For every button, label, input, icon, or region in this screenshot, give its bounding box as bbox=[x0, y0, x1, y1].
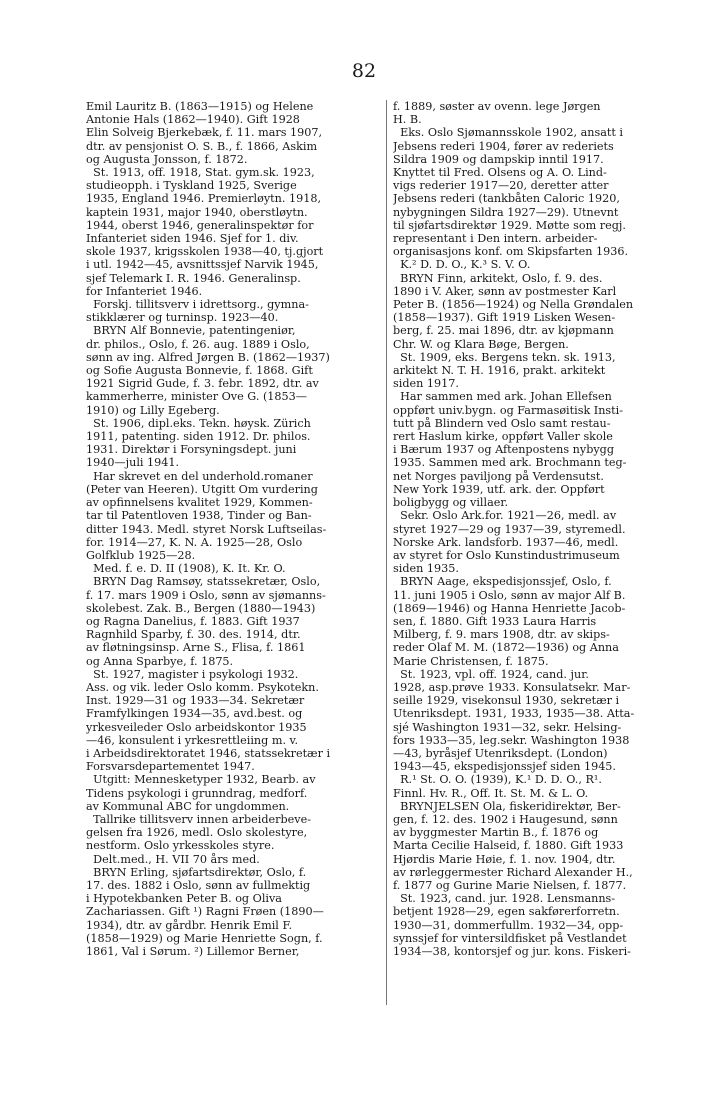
column-divider bbox=[386, 100, 387, 1005]
text-line: Tidens psykologi i grunndrag, medforf. bbox=[86, 786, 308, 800]
text-line: av opfinnelsens kvalitet 1929, Kommen- bbox=[86, 496, 313, 510]
text-line: 1910) og Lilly Egeberg. bbox=[86, 403, 220, 417]
text-line: 1944, oberst 1946, generalinspektør for bbox=[86, 218, 314, 232]
text-line: gen, f. 12. des. 1902 i Haugesund, sønn bbox=[393, 812, 618, 826]
text-line: betjent 1928—29, egen sakførerforretn. bbox=[393, 905, 620, 919]
text-line: Tallrike tillitsverv innen arbeiderbeve- bbox=[86, 812, 312, 826]
text-line: Antonie Hals (1862—1940). Gift 1928 bbox=[86, 113, 300, 127]
text-line: for Infanteriet 1946. bbox=[86, 284, 203, 298]
text-line: skolebest. Zak. B., Bergen (1880—1943) bbox=[86, 601, 316, 615]
text-line: —43, byråsjef Utenriksdept. (London) bbox=[393, 746, 608, 760]
text-line: net Norges paviljong på Verdensutst. bbox=[393, 469, 604, 483]
text-line: 1890 i V. Aker, sønn av postmester Karl bbox=[393, 284, 617, 298]
text-line: styret 1927—29 og 1937—39, styremedl. bbox=[393, 522, 626, 536]
text-line: boligbygg og villaer. bbox=[393, 496, 509, 510]
text-line: BRYN Alf Bonnevie, patentingeniør, bbox=[86, 324, 296, 338]
text-line: 17. des. 1882 i Oslo, sønn av fullmektig bbox=[86, 878, 311, 892]
text-line: Marie Christensen, f. 1875. bbox=[393, 654, 549, 668]
text-line: yrkesveileder Oslo arbeidskontor 1935 bbox=[86, 720, 307, 734]
text-line: synssjef for vintersildfisket på Vestlandet bbox=[393, 931, 627, 945]
text-line: Inst. 1929—31 og 1933—34. Sekretær bbox=[86, 694, 305, 708]
text-line: Framfylkingen 1934—35, avd.best. og bbox=[86, 707, 303, 721]
text-line: (1858—1929) og Marie Henriette Sogn, f. bbox=[86, 931, 323, 945]
text-line: av rørleggermester Richard Alexander H., bbox=[393, 865, 633, 879]
text-line: studieopph. i Tyskland 1925, Sverige bbox=[86, 179, 297, 193]
text-line: oppført univ.bygn. og Farmasøitisk Insti- bbox=[393, 403, 624, 417]
text-line: representant i Den intern. arbeider- bbox=[393, 232, 598, 246]
text-line: stikklærer og turninsp. 1923—40. bbox=[86, 311, 279, 325]
text-line: 1935. Sammen med ark. Brochmann teg- bbox=[393, 456, 627, 470]
text-line: gelsen fra 1926, medl. Oslo skolestyre, bbox=[86, 826, 308, 840]
text-line: St. 1909, eks. Bergens tekn. sk. 1913, bbox=[393, 350, 616, 364]
text-line: Infanteriet siden 1946. Sjef for 1. div. bbox=[86, 232, 299, 246]
text-line: BRYN Erling, sjøfartsdirektør, Oslo, f. bbox=[86, 865, 307, 879]
text-line: 1911, patenting. siden 1912. Dr. philos. bbox=[86, 430, 311, 444]
text-line: kaptein 1931, major 1940, oberstløytn. bbox=[86, 205, 308, 219]
text-line: Ragnhild Sparby, f. 30. des. 1914, dtr. bbox=[86, 628, 301, 642]
text-line: 11. juni 1905 i Oslo, sønn av major Alf B. bbox=[393, 588, 626, 602]
text-line: 1861, Val i Sørum. ²) Lillemor Berner, bbox=[86, 945, 300, 958]
text-line: f. 1889, søster av ovenn. lege Jørgen bbox=[393, 100, 601, 113]
text-line: St. 1913, off. 1918, Stat. gym.sk. 1923, bbox=[86, 166, 315, 180]
text-line: Forskj. tillitsverv i idrettsorg., gymna- bbox=[86, 298, 309, 312]
text-line: sønn av ing. Alfred Jørgen B. (1862—1937) bbox=[86, 350, 330, 364]
text-line: skole 1937, krigsskolen 1938—40, tj.gjort bbox=[86, 245, 324, 259]
text-line: K.² D. D. O., K.³ S. V. O. bbox=[393, 258, 531, 272]
text-line: St. 1923, cand. jur. 1928. Lensmanns- bbox=[393, 892, 616, 906]
text-line: Peter B. (1856—1924) og Nella Grøndalen bbox=[393, 298, 634, 312]
text-line: Zachariassen. Gift ¹) Ragni Frøen (1890— bbox=[86, 905, 324, 919]
text-line: i Arbeidsdirektoratet 1946, statssekretær i bbox=[86, 746, 331, 760]
text-line: av byggmester Martin B., f. 1876 og bbox=[393, 826, 599, 840]
text-line: sen, f. 1880. Gift 1933 Laura Harris bbox=[393, 614, 597, 628]
left-column bbox=[86, 100, 379, 958]
text-line: av fløtningsinsp. Arne S., Flisa, f. 1861 bbox=[86, 641, 306, 655]
text-line: Jebsens rederi 1904, fører av rederiets bbox=[393, 139, 614, 153]
text-line: Med. f. e. D. II (1908), K. It. Kr. O. bbox=[86, 562, 286, 576]
text-line: 1934—38, kontorsjef og jur. kons. Fiskeri- bbox=[393, 945, 631, 958]
text-line: Delt.med., H. VII 70 års med. bbox=[86, 852, 260, 866]
text-line: Finnl. Hv. R., Off. It. St. M. & L. O. bbox=[393, 786, 589, 800]
text-line: 1930—31, dommerfullm. 1932—34, opp- bbox=[393, 918, 624, 932]
right-column bbox=[393, 100, 686, 958]
text-line: St. 1923, vpl. off. 1924, cand. jur. bbox=[393, 667, 589, 681]
text-line: 1931. Direktør i Forsyningsdept. juni bbox=[86, 443, 297, 457]
text-line: H. B. bbox=[393, 113, 422, 127]
text-line: berg, f. 25. mai 1896, dtr. av kjøpmann bbox=[393, 324, 614, 338]
text-line: St. 1927, magister i psykologi 1932. bbox=[86, 667, 299, 681]
text-line: Har skrevet en del underhold.romaner bbox=[86, 469, 313, 483]
text-line: siden 1917. bbox=[393, 377, 459, 391]
text-line: 1928, asp.prøve 1933. Konsulatsekr. Mar- bbox=[393, 680, 631, 694]
text-line: Sildra 1909 og dampskip inntil 1917. bbox=[393, 152, 604, 166]
text-line: BRYNJELSEN Ola, fiskeridirektør, Ber- bbox=[393, 799, 621, 813]
text-line: Golfklub 1925—28. bbox=[86, 548, 196, 562]
text-line: New York 1939, utf. ark. der. Oppført bbox=[393, 482, 605, 496]
text-line: 1935, England 1946. Premierløytn. 1918, bbox=[86, 192, 321, 206]
text-line: sjef Telemark I. R. 1946. Generalinsp. bbox=[86, 271, 301, 285]
text-line: og Ragna Danelius, f. 1883. Gift 1937 bbox=[86, 614, 300, 628]
text-line: vigs rederier 1917—20, deretter atter bbox=[393, 179, 609, 193]
text-line: reder Olaf M. M. (1872—1936) og Anna bbox=[393, 641, 619, 655]
text-line: St. 1906, dipl.eks. Tekn. høysk. Zürich bbox=[86, 416, 311, 430]
text-line: Utgitt: Mennesketyper 1932, Bearb. av bbox=[86, 773, 316, 787]
text-line: dr. philos., Oslo, f. 26. aug. 1889 i Oslo, bbox=[86, 337, 310, 351]
text-line: Norske Ark. landsforb. 1937—46, medl. bbox=[393, 535, 619, 549]
text-line: arkitekt N. T. H. 1916, prakt. arkitekt bbox=[393, 364, 606, 378]
text-line: Marta Cecilie Halseid, f. 1880. Gift 1933 bbox=[393, 839, 624, 853]
page-number: 82 bbox=[351, 60, 377, 82]
text-line: Sekr. Oslo Ark.for. 1921—26, medl. av bbox=[393, 509, 617, 523]
text-line: og Augusta Jonsson, f. 1872. bbox=[86, 152, 248, 166]
text-line: fors 1933—35, leg.sekr. Washington 1938 bbox=[393, 733, 630, 747]
text-line: Emil Lauritz B. (1863—1915) og Helene bbox=[86, 100, 314, 113]
text-line: 1940—juli 1941. bbox=[86, 456, 180, 470]
text-line: BRYN Aage, ekspedisjonssjef, Oslo, f. bbox=[393, 575, 612, 589]
text-line: i Bærum 1937 og Aftenpostens nybygg bbox=[393, 443, 615, 457]
text-line: ditter 1943. Medl. styret Norsk Luftseilas- bbox=[86, 522, 327, 536]
text-line: Chr. W. og Klara Bøge, Bergen. bbox=[393, 337, 569, 351]
text-line: Har sammen med ark. Johan Ellefsen bbox=[393, 390, 612, 404]
text-line: 1943—45, ekspedisjonssjef siden 1945. bbox=[393, 760, 616, 774]
text-line: kammerherre, minister Ove G. (1853— bbox=[86, 390, 307, 404]
text-line: av styret for Oslo Kunstindustrimuseum bbox=[393, 548, 620, 562]
text-line: seille 1929, visekonsul 1930, sekretær i bbox=[393, 694, 620, 708]
text-line: nybygningen Sildra 1927—29). Utnevnt bbox=[393, 205, 619, 219]
text-line: dtr. av pensjonist O. S. B., f. 1866, Askim bbox=[86, 139, 318, 153]
text-line: Hjørdis Marie Høie, f. 1. nov. 1904, dtr. bbox=[393, 852, 616, 866]
text-line: BRYN Dag Ramsøy, statssekretær, Oslo, bbox=[86, 575, 321, 589]
text-line: til sjøfartsdirektør 1929. Møtte som regj. bbox=[393, 218, 626, 232]
text-line: for. 1914—27, K. N. A. 1925—28, Oslo bbox=[86, 535, 303, 549]
text-line: Milberg, f. 9. mars 1908, dtr. av skips- bbox=[393, 628, 610, 642]
text-line: tutt på Blindern ved Oslo samt restau- bbox=[393, 416, 611, 430]
text-line: Jebsens rederi (tankbåten Caloric 1920, bbox=[393, 192, 620, 206]
text-line: (Peter van Heeren). Utgitt Om vurdering bbox=[86, 482, 318, 496]
text-line: Eks. Oslo Sjømannsskole 1902, ansatt i bbox=[393, 126, 623, 140]
text-line: sjé Washington 1931—32, sekr. Helsing- bbox=[393, 720, 622, 734]
text-line: i Hypotekbanken Peter B. og Oliva bbox=[86, 892, 282, 906]
text-line: rert Haslum kirke, oppført Valler skole bbox=[393, 430, 613, 444]
text-line: siden 1935. bbox=[393, 562, 459, 576]
text-line: organisasjons konf. om Skipsfarten 1936. bbox=[393, 245, 629, 259]
text-line: (1869—1946) og Hanna Henriette Jacob- bbox=[393, 601, 626, 615]
text-line: 1921 Sigrid Gude, f. 3. febr. 1892, dtr. av bbox=[86, 377, 319, 391]
text-line: tar til Patentloven 1938, Tinder og Ban- bbox=[86, 509, 312, 523]
text-line: i utl. 1942—45, avsnittssjef Narvik 1945, bbox=[86, 258, 319, 272]
text-line: Elin Solveig Bjerkebæk, f. 11. mars 1907, bbox=[86, 126, 323, 140]
text-line: 1934), dtr. av gårdbr. Henrik Emil F. bbox=[86, 918, 293, 932]
text-line: Forsvarsdepartementet 1947. bbox=[86, 760, 255, 774]
text-line: Ass. og vik. leder Oslo komm. Psykotekn. bbox=[86, 680, 319, 694]
text-line: av Kommunal ABC for ungdommen. bbox=[86, 799, 290, 813]
text-line: f. 17. mars 1909 i Oslo, sønn av sjømanns- bbox=[86, 588, 326, 602]
text-line: og Sofie Augusta Bonnevie, f. 1868. Gift bbox=[86, 364, 313, 378]
text-line: og Anna Sparbye, f. 1875. bbox=[86, 654, 234, 668]
text-line: —46, konsulent i yrkesrettleiing m. v. bbox=[86, 733, 299, 747]
text-line: nestform. Oslo yrkesskoles styre. bbox=[86, 839, 275, 853]
text-line: Utenriksdept. 1931, 1933, 1935—38. Atta- bbox=[393, 707, 635, 721]
text-line: Knyttet til Fred. Olsens og A. O. Lind- bbox=[393, 166, 607, 180]
text-line: f. 1877 og Gurine Marie Nielsen, f. 1877. bbox=[393, 878, 627, 892]
text-line: BRYN Finn, arkitekt, Oslo, f. 9. des. bbox=[393, 271, 603, 285]
text-line: (1858—1937). Gift 1919 Lisken Wesen- bbox=[393, 311, 616, 325]
text-line: R.¹ St. O. O. (1939), K.¹ D. D. O., R¹. bbox=[393, 773, 602, 787]
